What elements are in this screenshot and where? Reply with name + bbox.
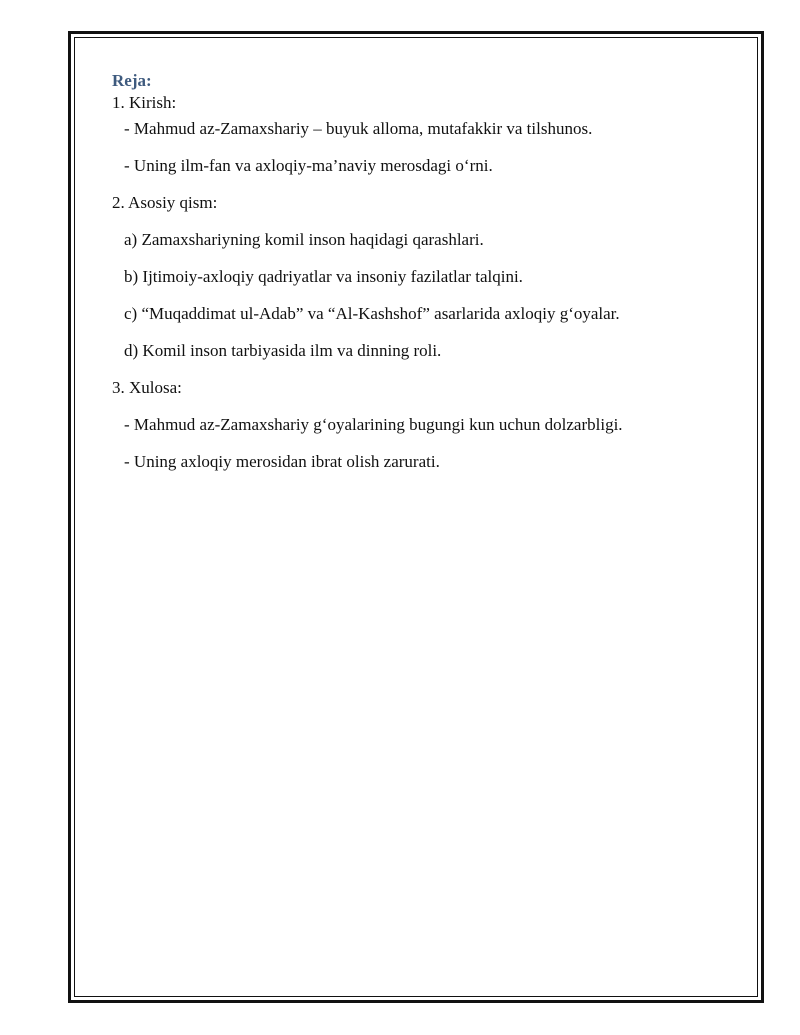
section-main: 2. Asosiy qism:	[112, 193, 218, 212]
plan-heading: Reja:	[112, 71, 152, 90]
list-item: a) Zamaxshariyning komil inson haqidagi qarashlari.	[124, 230, 484, 249]
list-item: - Mahmud az-Zamaxshariy – buyuk alloma, mutafakkir va tilshunos.	[124, 119, 593, 138]
list-item: c) “Muqaddimat ul-Adab” va “Al-Kashshof” asarlarida axloqiy g‘oyalar.	[124, 304, 620, 323]
list-item: b) Ijtimoiy-axloqiy qadriyatlar va insoniy fazilatlar talqini.	[124, 267, 523, 286]
list-item: d) Komil inson tarbiyasida ilm va dinning roli.	[124, 341, 442, 360]
list-item: - Uning axloqiy merosidan ibrat olish zarurati.	[124, 452, 440, 471]
list-item: - Mahmud az-Zamaxshariy g‘oyalarining bugungi kun uchun dolzarbligi.	[124, 415, 623, 434]
list-item: - Uning ilm-fan va axloqiy-ma’naviy merosdagi o‘rni.	[124, 156, 493, 175]
section-conclusion: 3. Xulosa:	[112, 378, 182, 397]
plan-content	[112, 70, 712, 488]
section-intro: 1. Kirish:	[112, 93, 177, 112]
